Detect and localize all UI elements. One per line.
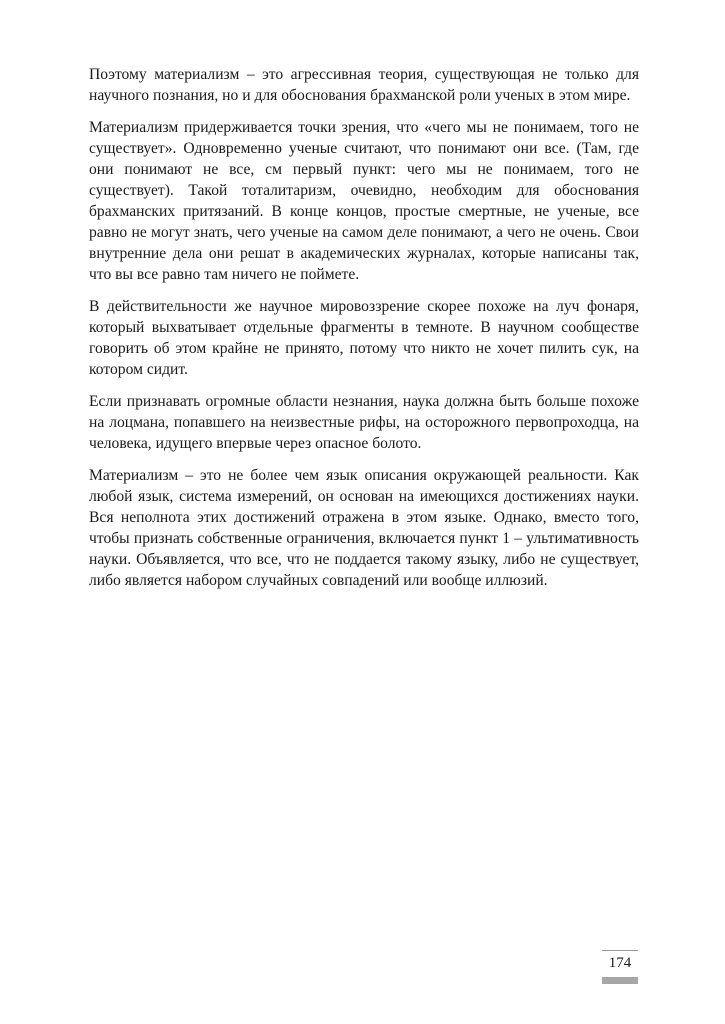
page-number: 174 <box>602 950 638 972</box>
body-text <box>89 64 639 602</box>
paragraph-4: Если признавать огромные области незнания, наука должна быть больше похоже на лоцмана, попавшего на неизвестные рифы, на осторожного первопроходца, на человека, идущего впервые через опасное болото. <box>89 393 639 452</box>
paragraph-5: Материализм – это не более чем язык описания окружающей реальности. Как любой язык, система измерений, он основан на имеющихся достижениях науки. Вся неполнота этих достижений отражена в этом языке. Однако, вместо того, чтобы признать собственные ограничения, включается пункт 1 – ультимативность науки. Объявляется, что все, что не поддается такому языку, либо не существует, либо является набором случайных совпадений или вообще иллюзий. <box>89 467 639 589</box>
paragraph-2: Материализм придерживается точки зрения, что «чего мы не понимаем, того не существует». Одновременно ученые считают, что понимают они все. (Там, где они понимают не все, см первый пункт: чего мы не понимаем, того не существует). Такой тоталитаризм, очевидно, необходим для обоснования брахманских притязаний. В конце концов, простые смертные, не ученые, все равно не могут знать, чего ученые на самом деле понимают, а чего не очень. Свои внутренние дела они решат в академических журналах, которые написаны так, что вы все равно там ничего не поймете. <box>89 119 639 283</box>
paragraph-3: В действительности же научное мировоззрение скорее похоже на луч фонаря, который выхватывает отдельные фрагменты в темноте. В научном сообществе говорить об этом крайне не принято, потому что никто не хочет пилить сук, на котором сидит. <box>89 298 639 378</box>
paragraph-1: Поэтому материализм – это агрессивная теория, существующая не только для научного познания, но и для обоснования брахманской роли ученых в этом мире. <box>89 66 639 104</box>
page-number-bar <box>602 977 638 984</box>
page-footer <box>602 950 638 984</box>
